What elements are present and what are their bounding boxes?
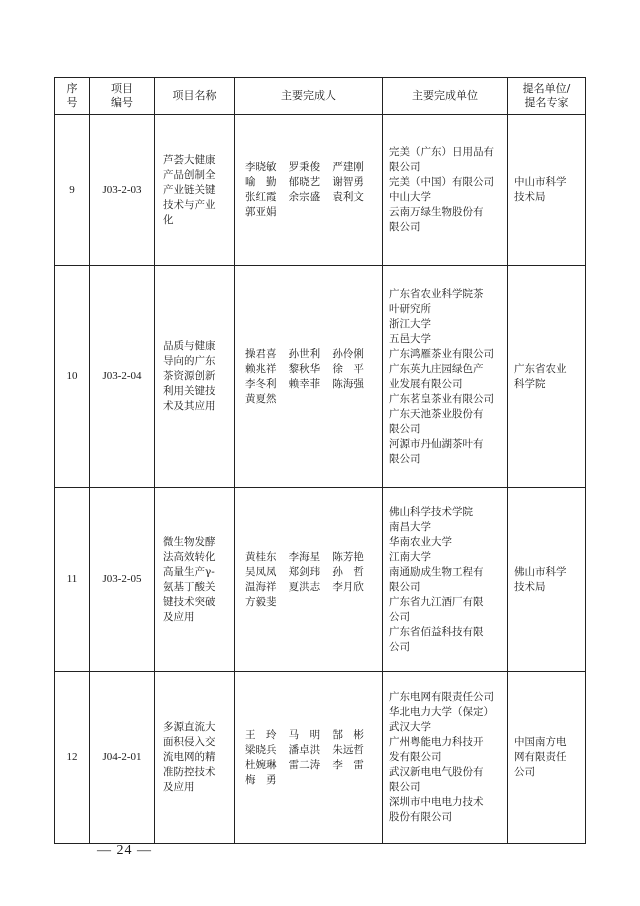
contributor-list [245,160,376,220]
unit-line: 股份有限公司 [389,811,452,823]
header-nominator [508,78,586,115]
header-people: 主要完成人 [235,78,383,115]
page-number: — 24 — [97,843,152,858]
unit-line: 完美（广东）日用品有 [389,146,494,158]
main-units [383,266,508,488]
unit-line: 华南农业大学 [389,535,452,548]
contributor-name: 袁利文 [332,191,364,203]
nominator-line: 技术局 [514,580,546,593]
project-name-line: 面积侵入交 [163,736,216,748]
contributor-name: 郜 彬 [332,728,364,741]
project-name-line: 利用关键技 [163,385,216,397]
header-no-line: 序 [66,82,78,95]
unit-line: 广东鸿雁茶业有限公司 [389,347,494,360]
unit-line: 五邑大学 [389,332,431,345]
header-units: 主要完成单位 [383,78,508,115]
unit-line: 广州粤能电力科技开 [389,736,484,748]
table-row [55,266,586,488]
header-code-line: 项目 [111,82,133,95]
nominator [508,266,586,488]
row-number: 9 [55,115,90,266]
contributor-name: 雷二涛 [288,758,321,771]
nominator-line: 中国南方电 [514,736,567,748]
header-code-line: 编号 [111,96,133,109]
contributor-name: 陈海强 [332,377,364,390]
contributor-name: 夏洪志 [288,580,321,593]
unit-line: 公司 [389,640,410,653]
contributor-name: 杜婉琳 [245,758,277,771]
project-name-line: 茶资源创新 [163,370,216,382]
row-number: 11 [55,488,90,672]
project-name-line: 芦荟大健康 [163,153,216,166]
unit-line: 限公司 [389,422,421,435]
unit-line: 限公司 [389,781,421,793]
header-nominator-line: 提名专家 [524,96,569,109]
unit-line: 公司 [389,610,410,623]
main-contributors [235,115,383,266]
contributor-name: 李 雷 [332,758,364,771]
unit-line: 发有限公司 [389,751,442,763]
unit-line: 限公司 [389,580,421,593]
project-name-line: 术及其应用 [163,400,216,412]
header-code [90,78,155,115]
project-code: J04-2-01 [90,672,155,844]
contributor-name: 郭亚娟 [245,206,277,218]
contributor-name: 潘卓洪 [288,743,321,756]
nominator-line: 公司 [514,766,535,778]
award-table [54,77,586,844]
project-name-line: 导向的广东 [163,355,216,367]
main-contributors [235,672,383,844]
nominator [508,115,586,266]
unit-line: 限公司 [389,452,421,465]
nominator-line: 技术局 [514,191,546,203]
unit-line: 武汉大学 [389,721,431,733]
row-number: 10 [55,266,90,488]
contributor-name: 孙 哲 [332,565,364,578]
contributor-name: 喻 勤 [245,176,277,188]
project-name-line: 多源直流大 [163,721,216,733]
contributor-name: 孙伶俐 [332,347,364,360]
contributor-name: 方毅斐 [245,595,277,608]
main-units [383,488,508,672]
contributor-name: 谢智勇 [332,176,364,188]
contributor-name: 温海祥 [245,580,277,593]
unit-line: 深圳市中电电力技术 [389,796,484,808]
project-name-line: 流电网的精 [163,751,216,763]
unit-line: 武汉新电电气股份有 [389,766,484,778]
nominator-line: 广东省农业 [514,362,567,375]
contributor-list [245,550,376,610]
project-name-line: 氨基丁酸关 [163,580,216,593]
header-no-line: 号 [66,96,78,109]
contributor-name: 陈芳艳 [332,550,364,563]
nominator [508,488,586,672]
unit-line: 南通励成生物工程有 [389,565,484,578]
contributor-name: 黄桂东 [245,550,277,563]
table-row [55,115,586,266]
unit-line: 广东省佰益科技有限 [389,625,484,638]
unit-line: 限公司 [389,161,421,173]
main-units [383,672,508,844]
unit-line: 云南万绿生物股份有 [389,206,484,218]
contributor-name: 赖幸菲 [288,377,321,390]
project-name-line: 品质与健康 [163,340,216,352]
project-name-line: 技术与产业 [163,198,216,211]
contributor-name: 孙世利 [288,347,321,360]
contributor-name: 马 明 [288,728,321,741]
unit-line: 广东茗皇茶业有限公司 [389,392,494,405]
unit-line: 广东省农业科学院茶 [389,287,484,300]
unit-line: 浙江大学 [389,317,431,330]
contributor-name: 操君喜 [245,347,277,360]
project-name [155,266,235,488]
nominator-line: 中山市科学 [514,176,567,188]
project-code: J03-2-05 [90,488,155,672]
project-code: J03-2-03 [90,115,155,266]
contributor-name: 徐 平 [332,362,364,375]
main-contributors [235,488,383,672]
unit-line: 广东天池茶业股份有 [389,407,484,420]
project-name-line: 化 [163,213,174,226]
main-units [383,115,508,266]
project-name [155,672,235,844]
project-name [155,115,235,266]
project-name-line: 产业链关键 [163,183,216,196]
header-no [55,78,90,115]
contributor-list [245,347,376,407]
project-name-line: 法高效转化 [163,550,216,563]
unit-line: 江南大学 [389,550,431,563]
contributor-name: 王 玲 [245,728,277,741]
table-header-row [55,78,586,115]
contributor-name: 李冬利 [245,377,277,390]
header-nominator-line: 提名单位/ [522,82,571,95]
row-number: 12 [55,672,90,844]
unit-line: 叶研究所 [389,302,431,315]
unit-line: 业发展有限公司 [389,377,463,390]
nominator-line: 网有限责任 [514,751,567,763]
contributor-name: 郁晓艺 [288,176,321,188]
project-name-line: 产品创制全 [163,168,216,181]
project-name [155,488,235,672]
contributor-name: 黎秋华 [288,362,321,375]
contributor-name: 朱远哲 [332,743,364,756]
unit-line: 广东英九庄园绿色产 [389,362,484,375]
table-row [55,672,586,844]
unit-line: 佛山科学技术学院 [389,505,473,518]
contributor-name: 李海星 [288,550,321,563]
nominator-line: 佛山市科学 [514,565,567,578]
unit-line: 广东省九江酒厂有限 [389,595,484,608]
contributor-name: 吴凤凤 [245,565,277,578]
project-name-line: 键技术突破 [163,595,216,608]
contributor-name: 梁晓兵 [245,743,277,756]
unit-line: 限公司 [389,221,421,233]
project-name-line: 微生物发酵 [163,535,216,548]
contributor-name: 赖兆祥 [245,362,277,375]
unit-line: 河源市丹仙湖茶叶有 [389,437,484,450]
unit-line: 南昌大学 [389,520,431,533]
contributor-name: 黄夏然 [245,392,277,405]
project-code: J03-2-04 [90,266,155,488]
contributor-name: 罗秉俊 [288,161,321,173]
main-contributors [235,266,383,488]
table-row [55,488,586,672]
contributor-name: 李月欣 [332,580,364,593]
contributor-name: 严建刚 [332,161,364,173]
contributor-name: 梅 勇 [245,773,277,786]
unit-line: 广东电网有限责任公司 [389,691,494,703]
project-name-line: 准防控技术 [163,766,216,778]
project-name-line: 及应用 [163,781,195,793]
unit-line: 完美（中国）有限公司 [389,176,494,188]
project-name-line: 高量生产γ- [163,565,215,578]
unit-line: 华北电力大学（保定） [389,706,494,718]
contributor-name: 李晓敏 [245,161,277,173]
nominator [508,672,586,844]
unit-line: 中山大学 [389,191,431,203]
header-name: 项目名称 [155,78,235,115]
contributor-list [245,728,376,788]
contributor-name: 张红霞 [245,191,277,203]
project-name-line: 及应用 [163,610,195,623]
nominator-line: 科学院 [514,377,546,390]
contributor-name: 余宗盛 [288,191,321,203]
contributor-name: 郑剑玮 [288,565,321,578]
